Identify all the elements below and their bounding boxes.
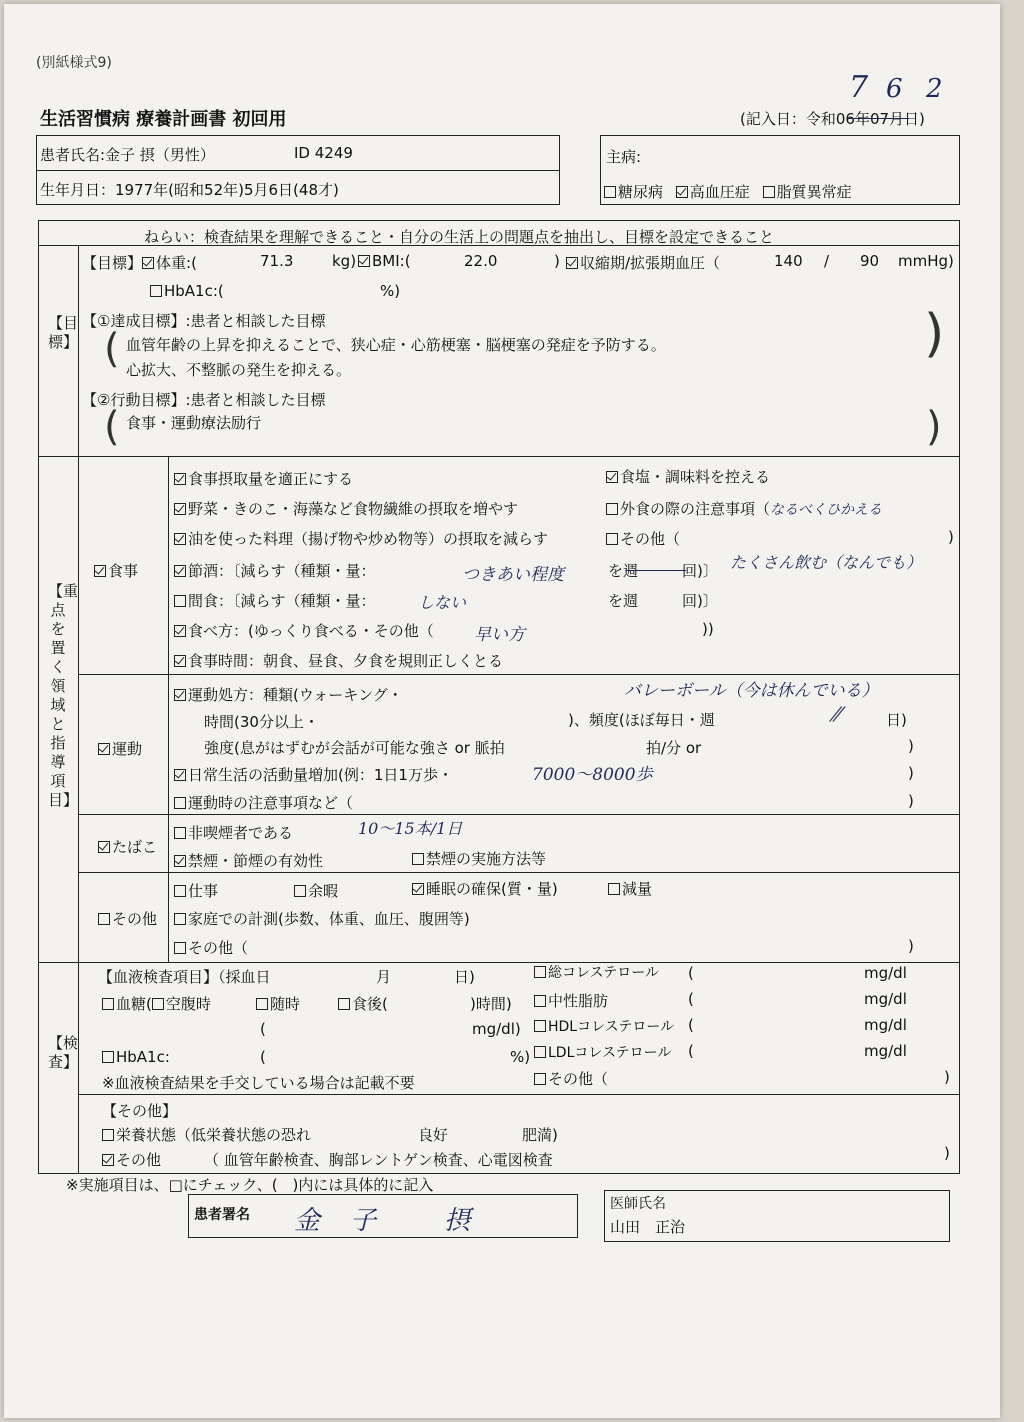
- checkbox-salt[interactable]: [606, 471, 618, 483]
- alcohol-handwritten: つきあい程度: [462, 565, 564, 585]
- patient-name: 患者氏名:金子 摂（男性）: [40, 146, 215, 164]
- exercise-category: [98, 738, 142, 759]
- tobacco-handwritten: 10〜15本/1日: [358, 819, 463, 838]
- snack-week: を週: [608, 592, 639, 610]
- snack-handwritten: しない: [418, 593, 467, 612]
- bracket-right: ): [926, 404, 942, 450]
- exercise-freq-close: 日): [886, 711, 907, 729]
- exam-other-label: 【その他】: [102, 1102, 178, 1120]
- checkbox-nonsmoker[interactable]: [174, 827, 186, 839]
- work-label: 仕事: [188, 882, 219, 900]
- lab-other: [534, 1068, 608, 1089]
- weight-value: 71.3: [260, 252, 294, 270]
- checkbox-bp[interactable]: [566, 257, 578, 269]
- diet-snack: [174, 590, 376, 611]
- nonsmoker-label: 非喫煙者である: [188, 824, 294, 842]
- divider: [38, 962, 960, 963]
- nutrition-row: [102, 1124, 311, 1145]
- checkbox-bmi[interactable]: [358, 255, 370, 267]
- other-other-label: その他（: [188, 939, 249, 957]
- blood-note: ※血液検査結果を手交している場合は記載不要: [102, 1074, 415, 1092]
- exercise-rx-label: 運動処方：種類(ウォーキング・: [188, 686, 403, 704]
- handwritten-day: 2: [926, 74, 943, 104]
- tobacco-method: [412, 848, 546, 869]
- divider: [78, 814, 960, 815]
- glucose-paren: (: [260, 1020, 266, 1038]
- checkbox-diet-other[interactable]: [606, 533, 618, 545]
- checkbox-weightloss[interactable]: [608, 883, 620, 895]
- checkbox-eating[interactable]: [174, 625, 186, 637]
- other-other: [174, 937, 248, 958]
- date-year: 06年: [835, 110, 870, 128]
- exam-other-value: （ 血管年齢検査、胸部レントゲン検査、心電図検査: [204, 1151, 553, 1169]
- bp-field: [566, 252, 720, 273]
- form-title: 生活習慣病 療養計画書 初回用: [40, 109, 287, 130]
- sleep-label: 睡眠の確保(質・量): [426, 880, 558, 898]
- weight-label: 体重:(: [156, 254, 197, 272]
- alcohol-label: 節酒：〔減らす（種類・量：: [188, 562, 376, 580]
- lab-paren: (: [688, 964, 694, 982]
- hba1c-label: HbA1c:(: [164, 282, 224, 300]
- exam-hba1c-label: HbA1c:: [116, 1048, 170, 1066]
- checkbox-exercise-rx[interactable]: [174, 689, 186, 701]
- alcohol-note: たくさん飲む（なんでも）: [730, 553, 923, 572]
- checkbox-alcohol[interactable]: [174, 565, 186, 577]
- postmeal-field: [338, 993, 388, 1014]
- diet-other-label: その他（: [620, 530, 681, 548]
- signature-label: 患者署名: [194, 1207, 250, 1223]
- other-home: [174, 908, 470, 929]
- tg-label: 中性脂肪: [548, 992, 609, 1010]
- exam-other-row: [102, 1149, 161, 1170]
- exercise-paren: ): [908, 792, 914, 810]
- eating-handwritten: 早い方: [474, 625, 525, 645]
- bp-systolic: 140: [774, 252, 803, 270]
- exercise-pulse: 拍/分 or: [646, 739, 702, 757]
- divider: [78, 674, 960, 675]
- diet-intake: [174, 468, 353, 489]
- nutrition-good: 良好: [418, 1126, 449, 1144]
- exercise-caution: [174, 792, 353, 813]
- random-label: 随時: [270, 995, 301, 1013]
- exercise-daily: [174, 764, 453, 785]
- salt-label: 食塩・調味料を控える: [620, 468, 771, 486]
- other-sleep: [412, 878, 558, 899]
- checkbox-total-chol[interactable]: [534, 966, 546, 978]
- bmi-label: BMI:(: [372, 252, 411, 270]
- bmi-value: 22.0: [464, 252, 498, 270]
- checkbox-timing[interactable]: [174, 655, 186, 667]
- exam-other-item: その他: [116, 1151, 162, 1169]
- blood-month: 月: [376, 968, 392, 986]
- bracket-right: ): [924, 304, 945, 364]
- alcohol-week: を週: [608, 562, 639, 580]
- lab-other-close: ): [944, 1068, 950, 1086]
- lab-total-chol: [534, 962, 659, 982]
- exercise-time: 時間(30分以上・: [204, 713, 319, 731]
- disease-label: 主病:: [606, 148, 642, 166]
- checkbox-exercise-caution[interactable]: [174, 797, 186, 809]
- diet-other: [606, 528, 680, 549]
- lab-other-label: その他（: [548, 1070, 609, 1088]
- tobacco-nonsmoker: [174, 822, 293, 843]
- focus-side-label: 【重点を置く領域と指導項目】: [48, 582, 79, 809]
- patient-dob: 生年月日：1977年(昭和52年)5月6日(48才): [40, 181, 339, 199]
- checkbox-tg[interactable]: [534, 995, 546, 1007]
- handwritten-month: 6: [886, 74, 903, 104]
- checkbox-nutrition[interactable]: [102, 1129, 114, 1141]
- daily-activity-label: 日常生活の活動量増加(例：1日1万歩・: [188, 766, 453, 784]
- patient-id: ID 4249: [294, 144, 353, 162]
- home-measure-label: 家庭での計測(歩数、体重、血圧、腹囲等): [188, 910, 470, 928]
- divider: [78, 1094, 960, 1095]
- hba1c-paren: (: [260, 1048, 266, 1066]
- alcohol-times: 回)〕: [682, 562, 718, 580]
- checkbox-glucose[interactable]: [102, 998, 114, 1010]
- achieve-line2: 心拡大、不整脈の発生を抑える。: [126, 361, 352, 379]
- achieve-label: 【①達成目標】:患者と相談した目標: [82, 312, 326, 330]
- checkbox-hdl[interactable]: [534, 1020, 546, 1032]
- checkbox-exam-hba1c[interactable]: [102, 1051, 114, 1063]
- tobacco-method-label: 禁煙の実施方法等: [426, 850, 547, 868]
- bracket-left: (: [104, 326, 120, 372]
- other-other-close: ): [908, 937, 914, 955]
- checkbox-hypertension[interactable]: [676, 186, 688, 198]
- exam-side-label: 【検査】: [48, 1034, 79, 1071]
- fiber-label: 野菜・きのこ・海藻など食物繊維の摂取を増やす: [188, 500, 519, 518]
- bracket-left: (: [104, 404, 120, 450]
- exam-hba1c: [102, 1048, 170, 1066]
- total-chol-label: 総コレステロール: [548, 965, 660, 981]
- snack-label: 間食：〔減らす（種類・量：: [188, 592, 376, 610]
- footer-note: ※実施項目は、□にチェック、( )内には具体的に記入: [66, 1176, 434, 1194]
- checkbox-home-measure[interactable]: [174, 913, 186, 925]
- checkbox-eatout[interactable]: [606, 503, 618, 515]
- timing-label: 食事時間：朝食、昼食、夕食を規則正しくとる: [188, 652, 504, 670]
- other-label: その他: [112, 910, 158, 928]
- diet-alcohol: [174, 560, 376, 581]
- date-month: 07月: [869, 110, 905, 128]
- care-plan-form: [4, 4, 1000, 1418]
- exercise-freq: )、頻度(ほぼ毎日・週: [568, 711, 715, 729]
- lab-ldl: [534, 1042, 671, 1062]
- checkbox-tobacco-method[interactable]: [412, 853, 424, 865]
- targets-row: [82, 252, 197, 273]
- goal-side-label: 【目標】: [48, 314, 79, 351]
- other-weightloss: [608, 878, 652, 899]
- hba1c-field: [150, 282, 224, 300]
- nutrition-label: 栄養状態（低栄養状態の恐れ: [116, 1126, 312, 1144]
- doctor-label: 医師氏名: [610, 1196, 666, 1212]
- lab-unit: mg/dl: [864, 1042, 907, 1060]
- glucose-label: 血糖(: [116, 995, 152, 1013]
- exercise-paren: ): [908, 764, 914, 782]
- random-field: [256, 993, 300, 1014]
- exercise-freq-scribble: ⁄⁄: [834, 702, 841, 726]
- checkbox-sleep[interactable]: [412, 883, 424, 895]
- checkbox-fasting[interactable]: [152, 998, 164, 1010]
- divider: [168, 456, 169, 962]
- tobacco-category: [98, 836, 157, 857]
- action-label: 【②行動目標】:患者と相談した目標: [82, 391, 326, 409]
- diet-timing: [174, 650, 503, 671]
- date-prefix: (記入日：令和: [740, 110, 836, 128]
- exercise-paren: ): [908, 737, 914, 755]
- snack-times: 回)〕: [682, 592, 718, 610]
- diet-eatout: [606, 498, 882, 519]
- checkbox-oil[interactable]: [174, 533, 186, 545]
- eating-close: )): [702, 620, 714, 638]
- blood-day: 日): [454, 968, 475, 986]
- exercise-intensity: 強度(息がはずむが会話が可能な強さ or 脈拍: [204, 739, 505, 757]
- checkbox-exam-other[interactable]: [102, 1154, 114, 1166]
- disease-diabetes: 糖尿病: [618, 183, 664, 201]
- checkbox-lab-other[interactable]: [534, 1073, 546, 1085]
- other-work: [174, 880, 218, 901]
- checkbox-daily-activity[interactable]: [174, 769, 186, 781]
- bp-slash: /: [824, 252, 830, 270]
- lab-unit: mg/dl: [864, 1016, 907, 1034]
- bp-diastolic: 90: [860, 252, 880, 270]
- action-line1: 食事・運動療法励行: [126, 414, 262, 432]
- tobacco-effect: [174, 850, 323, 871]
- checkbox-postmeal[interactable]: [338, 998, 350, 1010]
- diet-salt: [606, 466, 770, 487]
- other-leisure: [294, 880, 338, 901]
- checkbox-other-other[interactable]: [174, 942, 186, 954]
- fasting-label: 空腹時: [165, 995, 211, 1013]
- aim-text: ねらい：検査結果を理解できること・自分の生活上の問題点を抽出し、目標を設定できること: [144, 228, 775, 246]
- checkbox-weight[interactable]: [142, 257, 154, 269]
- intake-label: 食事摂取量を適正にする: [188, 470, 354, 488]
- handwritten-year: 7: [849, 70, 869, 105]
- divider: [78, 872, 960, 873]
- date-strikethrough: [847, 118, 909, 119]
- hours-label: )時間): [470, 995, 512, 1013]
- hba1c-unit: %): [380, 282, 401, 300]
- lab-unit: mg/dl: [864, 964, 907, 982]
- glucose-unit: mg/dl): [472, 1020, 521, 1038]
- lab-hdl: [534, 1016, 674, 1036]
- diet-label: 食事: [108, 562, 139, 580]
- checkbox-hba1c[interactable]: [150, 285, 162, 297]
- checkbox-exercise[interactable]: [98, 743, 110, 755]
- targets-label: 【目標】: [82, 254, 143, 272]
- lab-paren: (: [688, 1016, 694, 1034]
- checkbox-diet[interactable]: [94, 565, 106, 577]
- eatout-handwritten: なるべくひかえる: [770, 502, 883, 518]
- checkbox-diabetes[interactable]: [604, 186, 616, 198]
- postmeal-label: 食後(: [352, 995, 388, 1013]
- lab-unit: mg/dl: [864, 990, 907, 1008]
- oil-label: 油を使った料理（揚げ物や炒め物等）の摂取を減らす: [188, 530, 549, 548]
- doctor-value: 山田 正治: [610, 1218, 686, 1236]
- exam-hba1c-unit: %): [510, 1048, 531, 1066]
- bmi-close: ): [554, 252, 560, 270]
- alcohol-strikethrough: [626, 570, 686, 571]
- nutrition-obese: 肥満): [522, 1126, 558, 1144]
- diet-eating: [174, 620, 434, 641]
- form-number: (別紙様式9): [36, 55, 112, 71]
- diet-other-close: ): [948, 528, 954, 546]
- hdl-label: HDLコレステロール: [548, 1019, 675, 1035]
- disease-dyslipidemia: 脂質異常症: [776, 183, 852, 201]
- bp-label: 収縮期/拡張期血圧（: [580, 254, 721, 272]
- diet-fiber: [174, 498, 518, 519]
- exercise-label: 運動: [112, 740, 143, 758]
- date-suffix: 日): [904, 110, 925, 128]
- lab-paren: (: [688, 990, 694, 1008]
- tobacco-effect-label: 禁煙・節煙の有効性: [188, 852, 324, 870]
- checkbox-intake[interactable]: [174, 473, 186, 485]
- exercise-rx-handwritten: バレーボール（今は休んでいる）: [624, 681, 879, 701]
- lab-tg: [534, 990, 608, 1011]
- signature-value: 金子 摂: [294, 1206, 501, 1236]
- checkbox-other[interactable]: [98, 913, 110, 925]
- weight-unit: kg): [332, 252, 357, 270]
- weightloss-label: 減量: [622, 880, 653, 898]
- bp-unit: mmHg): [898, 252, 954, 270]
- leisure-label: 余暇: [308, 882, 339, 900]
- checkbox-tobacco[interactable]: [98, 841, 110, 853]
- checkbox-snack[interactable]: [174, 595, 186, 607]
- exercise-caution-label: 運動時の注意事項など（: [188, 794, 354, 812]
- eating-label: 食べ方：(ゆっくり食べる・その他（: [188, 622, 434, 640]
- eatout-label: 外食の際の注意事項（: [620, 500, 771, 518]
- exercise-rx: [174, 684, 403, 705]
- checkbox-tobacco-effect[interactable]: [174, 855, 186, 867]
- checkbox-random[interactable]: [256, 998, 268, 1010]
- checkbox-fiber[interactable]: [174, 503, 186, 515]
- divider: [78, 245, 79, 1174]
- achieve-line1: 血管年齢の上昇を抑えることで、狭心症・心筋梗塞・脳梗塞の発症を予防する。: [126, 336, 666, 354]
- divider: [36, 170, 560, 171]
- divider: [38, 456, 960, 457]
- exam-other-close: ): [944, 1144, 950, 1162]
- other-category: [98, 908, 157, 929]
- glucose-row: [102, 993, 211, 1014]
- diet-oil: [174, 528, 548, 549]
- bmi-field: [358, 252, 411, 270]
- checkbox-work[interactable]: [174, 885, 186, 897]
- tobacco-label: たばこ: [112, 838, 158, 856]
- daily-activity-handwritten: 7000〜8000歩: [532, 765, 653, 785]
- blood-test-label: 【血液検査項目】（採血日: [98, 968, 271, 986]
- disease-hypertension: 高血圧症: [689, 183, 750, 201]
- diet-category: [94, 560, 138, 581]
- checkbox-ldl[interactable]: [534, 1046, 546, 1058]
- disease-list: [604, 181, 852, 202]
- ldl-label: LDLコレステロール: [548, 1045, 672, 1061]
- checkbox-dyslipidemia[interactable]: [763, 186, 775, 198]
- lab-paren: (: [688, 1042, 694, 1060]
- checkbox-leisure[interactable]: [294, 885, 306, 897]
